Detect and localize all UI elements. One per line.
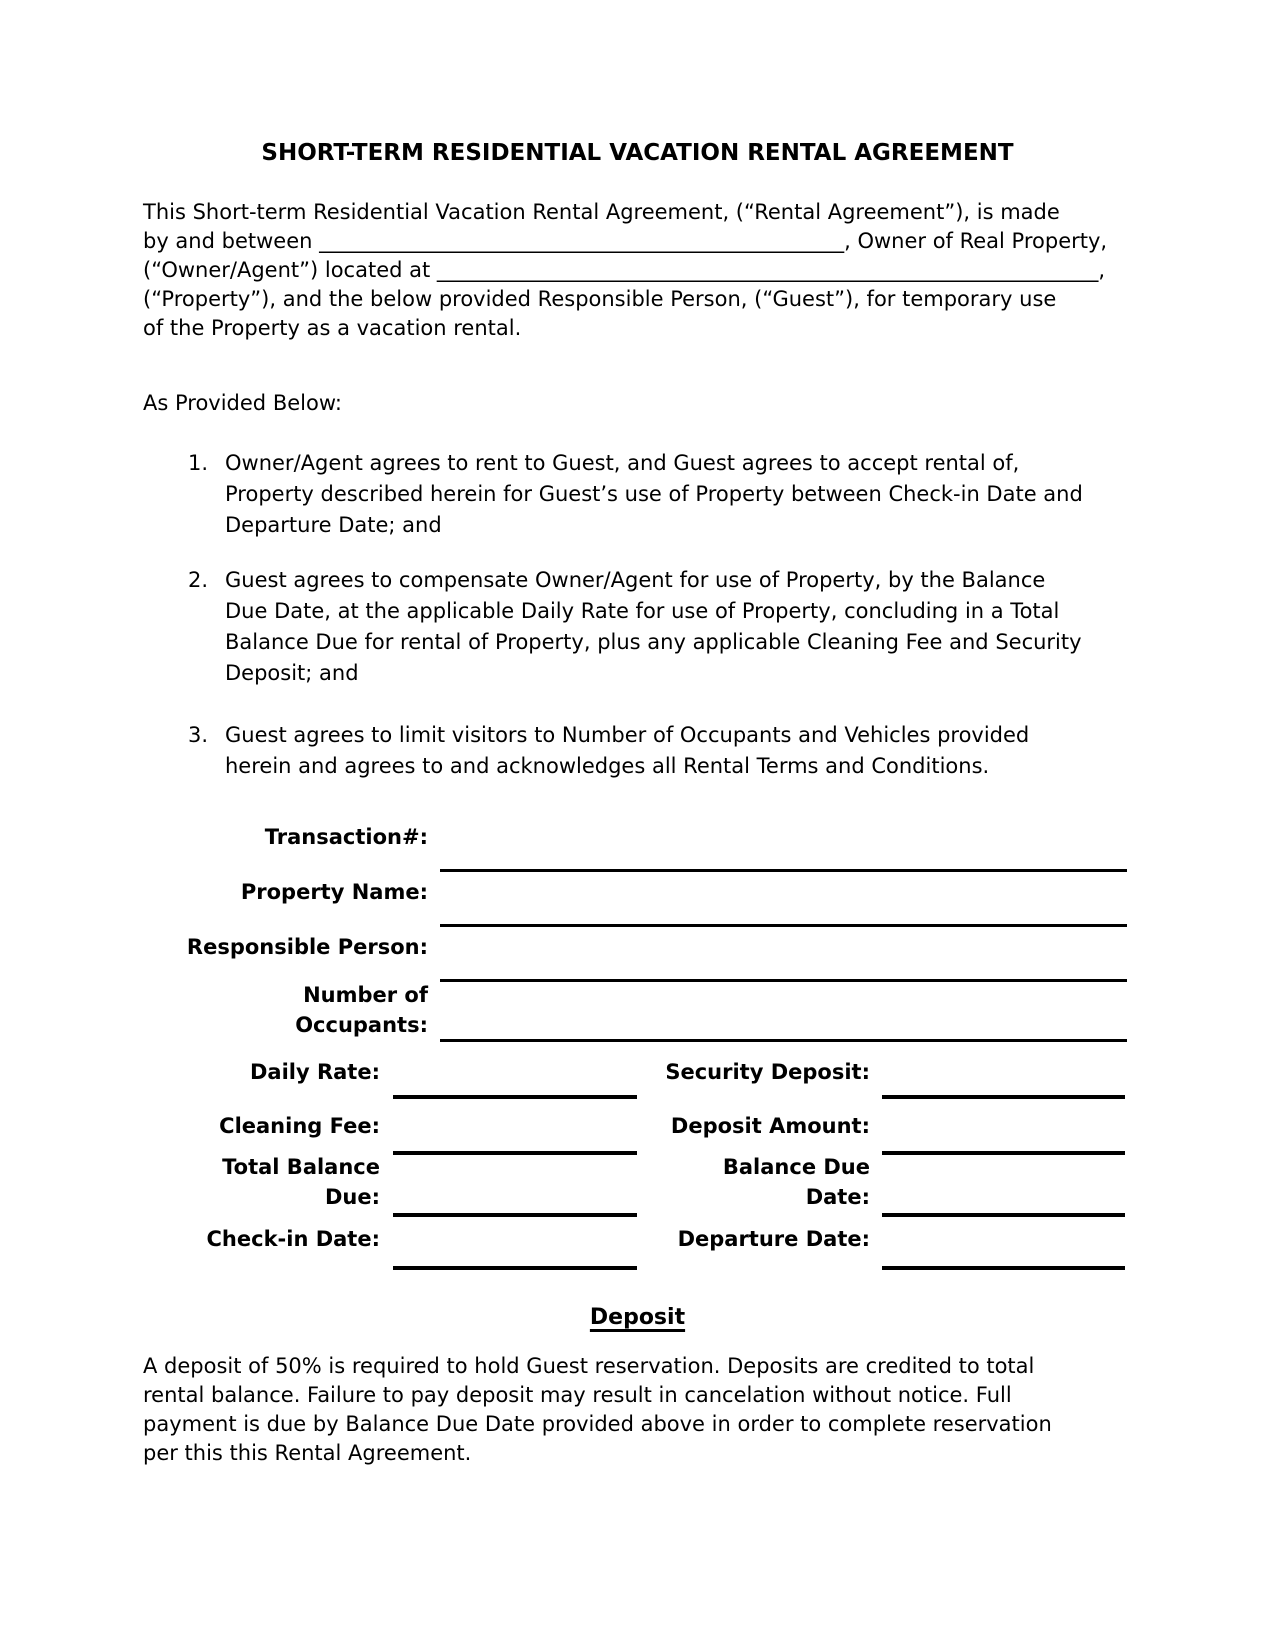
list-item-line: Owner/Agent agrees to rent to Guest, and Guest agrees to accept rental of, [225,451,1020,475]
list-item-line: herein and agrees to and acknowledges all Rental Terms and Conditions. [225,754,990,778]
number-of-occupants-field-line[interactable] [440,1039,1127,1042]
label-line: Check-in Date: [206,1227,380,1251]
number-of-occupants-label [150,980,428,1040]
departure-date-field-line[interactable] [882,1266,1125,1270]
list-item-number: 3. [188,723,209,747]
transaction-number-label [150,822,428,852]
label-line: Date: [805,1185,870,1209]
list-item-line: Departure Date; and [225,513,442,537]
list-item-2 [188,565,1082,689]
label-line: Number of [303,983,428,1007]
label-line: Departure Date: [677,1227,870,1251]
list-item-3 [188,720,1029,782]
deposit-line: rental balance. Failure to pay deposit may result in cancelation without notice. Full [143,1383,1012,1407]
list-item-line: Balance Due for rental of Property, plus any applicable Cleaning Fee and Security [225,630,1082,654]
label-line: Occupants: [295,1013,428,1037]
label-line: Cleaning Fee: [219,1114,380,1138]
label-line: Deposit Amount: [670,1114,870,1138]
responsible-person-field-line[interactable] [440,979,1127,982]
intro-line: of the Property as a vacation rental. [143,316,522,340]
intro-line: This Short-term Residential Vacation Rental Agreement, (“Rental Agreement”), is made [143,200,1060,224]
balance-due-date-field-line[interactable] [882,1213,1125,1217]
check-in-date-field-line[interactable] [393,1266,637,1270]
cleaning-fee-label [150,1111,380,1141]
list-item-number: 2. [188,568,209,592]
transaction-number-field-line[interactable] [440,869,1127,872]
property-name-field-line[interactable] [440,924,1127,927]
list-item-1 [188,448,1083,541]
security-deposit-label [550,1057,870,1087]
balance-due-date-label [550,1152,870,1212]
label-line: Balance Due [722,1155,870,1179]
document-title: SHORT-TERM RESIDENTIAL VACATION RENTAL AGREEMENT [261,140,1014,166]
label-line: Transaction#: [264,825,428,849]
daily-rate-label [150,1057,380,1087]
intro-line: by and between __________________________________________________, Owner of Real Property, [143,229,1108,253]
deposit-line: A deposit of 50% is required to hold Guest reservation. Deposits are credited to total [143,1354,1035,1378]
list-item-line: Property described herein for Guest’s use of Property between Check-in Date and [225,482,1083,506]
deposit-line: payment is due by Balance Due Date provided above in order to complete reservation [143,1412,1052,1436]
list-item-number: 1. [188,451,209,475]
departure-date-label [550,1224,870,1254]
list-item-line: Due Date, at the applicable Daily Rate for use of Property, concluding in a Total [225,599,1060,623]
label-line: Responsible Person: [186,935,428,959]
check-in-date-label [150,1224,380,1254]
intro-paragraph [143,198,1107,343]
total-balance-due-field-line[interactable] [393,1213,637,1217]
label-line: Property Name: [240,880,428,904]
label-line: Security Deposit: [665,1060,870,1084]
deposit-line: per this this Rental Agreement. [143,1441,472,1465]
deposit-amount-field-line[interactable] [882,1151,1125,1155]
label-line: Daily Rate: [249,1060,380,1084]
list-item-line: Guest agrees to limit visitors to Number of Occupants and Vehicles provided [225,723,1030,747]
property-name-label [150,877,428,907]
list-item-line: Deposit; and [225,661,359,685]
deposit-paragraph [143,1352,1052,1468]
total-balance-due-label [150,1152,380,1212]
security-deposit-field-line[interactable] [882,1095,1125,1099]
as-provided-heading: As Provided Below: [143,391,342,415]
deposit-heading-text: Deposit [589,1305,686,1330]
deposit-amount-label [550,1111,870,1141]
daily-rate-field-line[interactable] [393,1095,637,1099]
intro-line: (“Property”), and the below provided Responsible Person, (“Guest”), for temporary use [143,287,1057,311]
label-line: Due: [324,1185,380,1209]
list-item-line: Guest agrees to compensate Owner/Agent for use of Property, by the Balance [225,568,1046,592]
deposit-section-heading [0,1303,1275,1333]
intro-line: (“Owner/Agent”) located at _______________________________________________________________, [143,258,1106,282]
responsible-person-label [150,932,428,962]
label-line: Total Balance [222,1155,380,1179]
